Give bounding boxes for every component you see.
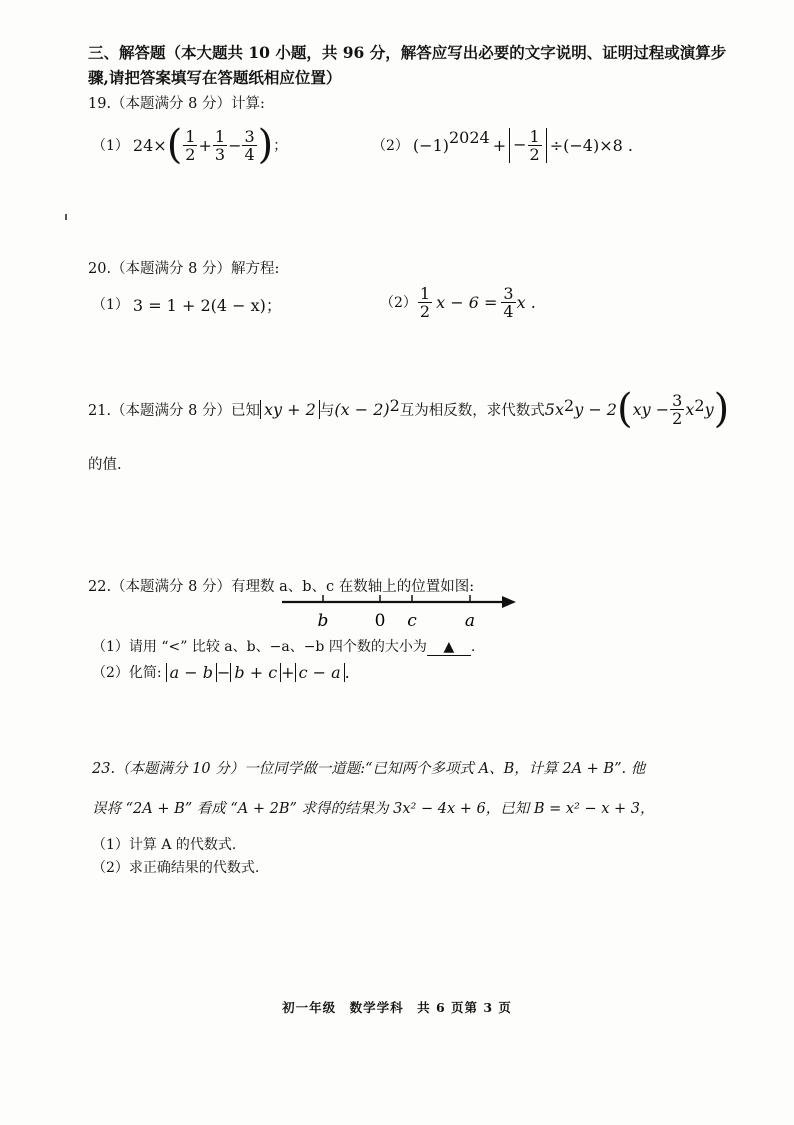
abs-a-minus-b: a − b [166,663,217,682]
q21-line2: 的值. [88,457,122,473]
q23-line2: 误将 “2A + B” 看成 “A + 2B” 求得的结果为 3x² − 4x + 6，已知 B = x² − x + 3， [92,801,655,817]
paren-right: ) [257,122,274,168]
q21-inner-exp: 2 [694,396,705,415]
axis-label-0: 0 [374,611,386,631]
q19-part2-label: （2） [372,138,409,154]
q22-header: 22.（本题满分 8 分）有理数 a、b、c 在数轴上的位置如图: [88,579,475,595]
scan-mark [65,214,67,220]
plus-sign: + [198,135,212,155]
q19-part1-coef: 24× [132,135,167,155]
q22-part2-label: （2）化简: [92,665,162,681]
q21-line1 [88,384,729,434]
q21-square-expr: (x − 2) [334,399,390,419]
plus-sign: + [281,662,295,682]
q21-poly-exp: 2 [564,396,575,415]
q20-part1 [92,284,282,324]
q22-part1-text: （1）请用 “<” 比较 a、b、−a、−b 四个数的大小为 [92,639,427,655]
fraction-three-quarters: $\frac{3}{4}$ [244,126,255,164]
q21-inner-start: xy − [632,399,670,419]
number-line [280,590,525,632]
q21-prefix: 21.（本题满分 8 分）已知 [88,402,261,419]
q19-part1-end: ； [273,138,288,154]
q21-poly-y: y − 2 [574,399,617,419]
q20-part1-label: （1） [92,297,129,313]
q23-part2: （2）求正确结果的代数式. [92,860,260,876]
answer-blank: ▲ [427,639,471,656]
q19-part2 [372,118,633,172]
q19-part2-base: (−1) [412,135,449,155]
q21-inner-y: y [704,399,714,419]
minus-sign: − [216,662,231,682]
minus-sign: − [228,135,242,155]
fraction-third: $\frac{1}{3}$ [214,126,226,164]
q21-poly-start: 5x [544,399,564,419]
q22-part1-end: . [470,639,476,655]
q21-abs-expr: xy + 2 [260,400,320,419]
q20-part2-end: x . [516,292,536,312]
q20-header: 20.（本题满分 8 分）解方程: [88,261,280,277]
q19-part2-abs: − $\frac{1}{2}$ [509,128,547,163]
q23-part1: （1）计算 A 的代数式. [92,837,237,853]
q21-inner-end: x [685,399,695,419]
q20-part2-label: （2） [380,295,417,311]
paren-left: ( [166,122,183,168]
abs-b-plus-c: b + c [230,663,281,682]
abs-c-minus-a: c − a [295,663,345,682]
q19-header: 19.（本题满分 8 分）计算: [88,96,265,112]
axis-label-c: c [407,611,417,631]
q20-part2-mid: x − 6 = [436,292,498,312]
q19-part1-label: （1） [92,138,129,154]
paren-left: ( [616,386,633,432]
q21-square-exp: 2 [389,396,400,415]
q23-line1: 23.（本题满分 10 分）一位同学做一道题:“已知两个多项式 A、B，计算 2A + B”. 他 [92,761,646,777]
q22-part2 [92,660,350,684]
fraction-three-quarters: $\frac{3}{4}$ [503,283,514,321]
page-footer: 初一年级 数学学科 共 6 页第 3 页 [282,1000,512,1015]
fraction-half: $\frac{1}{2}$ [185,126,196,164]
q20-part2 [380,280,536,324]
axis-label-a: a [464,611,476,631]
q22-part1 [92,636,475,656]
axis-label-b: b [317,611,329,631]
q19-part1 [92,118,287,172]
fraction-three-halves: $\frac{3}{2}$ [672,390,683,428]
section-heading: 三、解答题（本大题共 10 小题，共 96 分，解答应写出必要的文字说明、证明过程或演算步骤,请把答案填写在答题纸相应位置） [88,43,727,87]
axis-arrow [502,596,516,608]
paren-right: ) [713,386,730,432]
q21-mid2: 互为相反数，求代数式 [399,402,545,419]
q22-part2-end: . [344,662,350,682]
plus-sign: + [492,135,507,155]
q21-mid1: 与 [319,402,335,419]
fraction-half: $\frac{1}{2}$ [419,283,431,321]
q19-part2-exponent: 2024 [449,128,490,147]
q20-part1-expr: 3 = 1 + 2(4 − x)； [132,295,282,315]
q19-part2-tail: ÷(−4)×8 . [549,135,633,155]
